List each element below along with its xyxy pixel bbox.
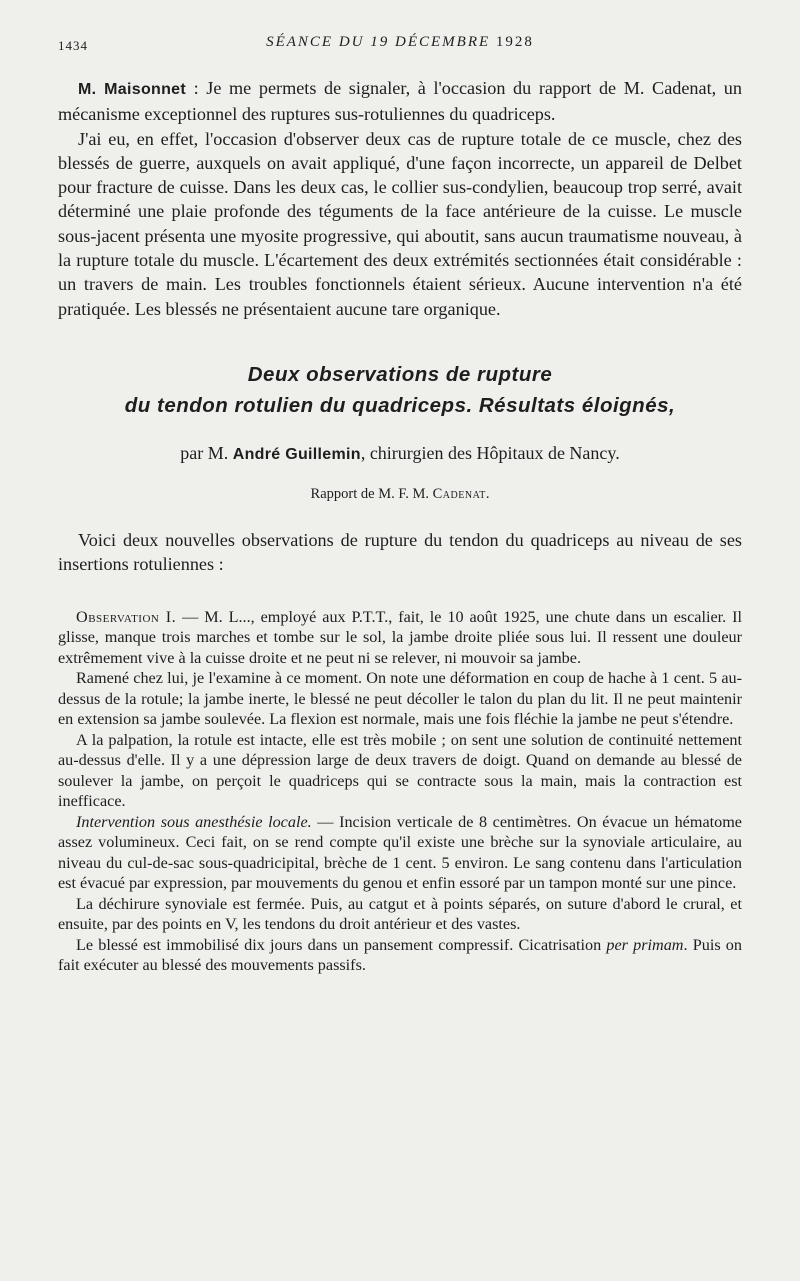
- running-year: 1928: [495, 34, 534, 50]
- observation-paragraph-2: Ramené chez lui, je l'examine à ce moment. On note une déformation en coup de hache à 1 cent. 5 au-dessus de la rotule; la jambe inerte, le blessé ne peut décoller le talon du plan du lit. Il ne peut maintenir en extension sa jambe soulevée. La flexion est normale, mais une fois fléchie la jambe ne peut s'étendre.: [58, 669, 742, 729]
- byline: par M. André Guillemin, chirurgien des Hôpitaux de Nancy.: [180, 442, 620, 463]
- maisonnet-remarks: [58, 76, 742, 321]
- observation-1: [58, 607, 742, 976]
- running-title: SÉANCE DU 19 DÉCEMBRE 1928: [266, 34, 534, 50]
- observation-paragraph-4: Intervention sous anesthésie locale. — Incision verticale de 8 centimètres. On évacue un hématome assez volumineux. Ceci fait, on se rend compte qu'il existe une brèche sur la synoviale articulaire, au niveau du cul-de-sac sous-quadricipital, brèche de 1 cent. 5 environ. Le sang contenu dans l'articulation est évacué par expression, par mouvements du genou et enfin essoré par un tampon monté sur une pince.: [58, 812, 742, 893]
- running-head: [58, 34, 742, 56]
- author-name: André Guillemin: [232, 445, 361, 463]
- reporter-name: Cadenat: [432, 485, 486, 502]
- article-title-line-2: du tendon rotulien du quadriceps. Résultats éloignés,: [124, 393, 676, 417]
- speaker-name: M. Maisonnet: [78, 81, 186, 98]
- intervention-heading: Intervention sous anesthésie locale.: [76, 812, 312, 831]
- article-title-line-1: Deux observations de rupture: [247, 362, 553, 386]
- observation-paragraph-5: La déchirure synoviale est fermée. Puis, au catgut et à points séparés, on suture d'abord le crural, et ensuite, par des points en V, les tendons du droit antérieur et des vastes.: [58, 894, 742, 934]
- observation-paragraph-3: A la palpation, la rotule est intacte, elle est très mobile ; on sent une solution de continuité nettement au-dessus d'elle. Il y a une dépression large de deux travers de doigt. Quand on demande au blessé de soulever la jambe, on perçoit le quadriceps qui se contracte sous la main, mais la contraction est inefficace.: [58, 730, 742, 811]
- report-line: Rapport de M. F. M. Cadenat.: [310, 485, 490, 502]
- per-primam: per primam: [606, 935, 684, 954]
- observation-paragraph-6: Le blessé est immobilisé dix jours dans un pansement compressif. Cicatrisation per primam. Puis on fait exécuter au blessé des mouvements passifs.: [58, 935, 742, 975]
- observation-paragraph-1: Observation I. — M. L..., employé aux P.T.T., fait, le 10 août 1925, une chute dans un escalier. Il glisse, manque trois marches et tombe sur le sol, la jambe droite pliée sous lui. Il ressent une douleur extrêmement vive à la cuisse droite et ne peut ni se relever, ni mouvoir sa jambe.: [58, 607, 742, 667]
- article-title: [58, 359, 742, 421]
- maisonnet-paragraph-1: M. Maisonnet : Je me permets de signaler, à l'occasion du rapport de M. Cadenat, un mécanisme exceptionnel des ruptures sus-rotuliennes du quadriceps.: [58, 78, 742, 125]
- page-number: 1434: [58, 38, 88, 53]
- maisonnet-paragraph-2: J'ai eu, en effet, l'occasion d'observer deux cas de rupture totale de ce muscle, chez des blessés de guerre, auxquels on avait appliqué, d'une façon incorrecte, un appareil de Delbet pour fracture de cuisse. Dans les deux cas, le collier sus-condylien, beaucoup trop serré, avait déterminé une plaie profonde des téguments de la face antérieure de la cuisse. Le muscle sous-jacent présenta une myosite progressive, qui aboutit, sans aucun traumatisme nouveau, à la rupture totale du muscle. L'écartement des deux extrémités sectionnées était considérable : un travers de main. Les troubles fonctionnels étaient sérieux. Aucune intervention n'a été pratiquée. Les blessés ne présentaient aucune tare organique.: [58, 128, 742, 319]
- article-intro: Voici deux nouvelles observations de rupture du tendon du quadriceps au niveau de ses insertions rotuliennes :: [58, 529, 742, 575]
- observation-label: Observation I.: [76, 607, 177, 626]
